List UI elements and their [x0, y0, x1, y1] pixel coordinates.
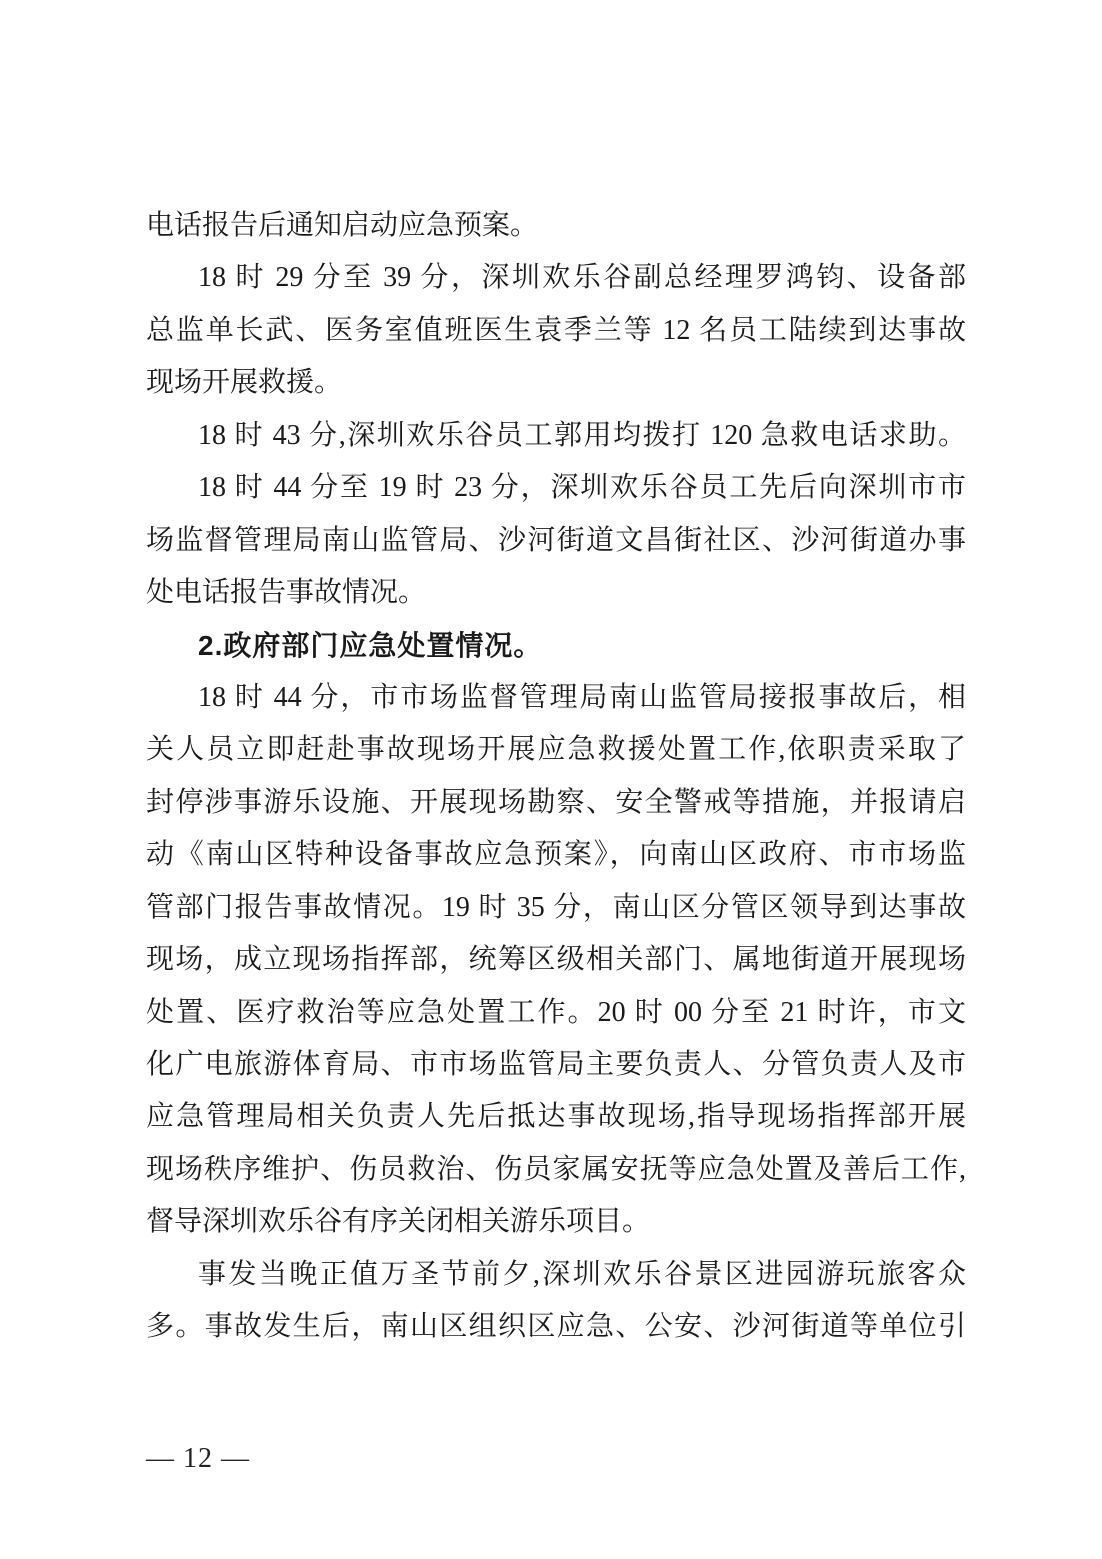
text-line: 动《南山区特种设备事故应急预案》，向南山区政府、市市场监 — [146, 839, 966, 871]
document-body — [146, 200, 966, 1354]
text-line: 18 时 29 分至 39 分，深圳欢乐谷副总经理罗鸿钧、设备部 — [198, 262, 966, 294]
text-line: 处电话报告事故情况。 — [146, 577, 427, 609]
text-line: 封停涉事游乐设施、开展现场勘察、安全警戒等措施，并报请启 — [146, 786, 966, 818]
text-line: 关人员立即赶赴事故现场开展应急救援处置工作,依职责采取了 — [146, 734, 966, 766]
text-line: 多。事故发生后，南山区组织区应急、公安、沙河街道等单位引 — [146, 1311, 966, 1343]
page-footer — [146, 1442, 250, 1476]
text-line: 场监督管理局南山监管局、沙河街道文昌街社区、沙河街道办事 — [146, 524, 966, 556]
text-line: 18 时 44 分至 19 时 23 分，深圳欢乐谷员工先后向深圳市市 — [198, 472, 966, 504]
text-line: 18 时 43 分,深圳欢乐谷员工郭用均拨打 120 急救电话求助。 — [198, 419, 966, 451]
section-heading: 2.政府部门应急处置情况。 — [198, 629, 543, 661]
text-line: 处置、医疗救治等应急处置工作。20 时 00 分至 21 时许，市文 — [146, 996, 966, 1028]
text-line: 现场，成立现场指挥部，统筹区级相关部门、属地街道开展现场 — [146, 944, 966, 976]
text-line: 总监单长武、医务室值班医生袁季兰等 12 名员工陆续到达事故 — [146, 314, 966, 346]
text-line: 18 时 44 分，市市场监督管理局南山监管局接报事故后，相 — [198, 681, 966, 713]
text-line: 事发当晚正值万圣节前夕,深圳欢乐谷景区进园游玩旅客众 — [198, 1258, 966, 1290]
text-line: 管部门报告事故情况。19 时 35 分，南山区分管区领导到达事故 — [146, 891, 966, 923]
page-number: — 12 — — [146, 1443, 250, 1474]
text-line: 电话报告后通知启动应急预案。 — [146, 210, 539, 241]
text-line: 化广电旅游体育局、市市场监管局主要负责人、分管负责人及市 — [146, 1049, 966, 1080]
text-line: 应急管理局相关负责人先后抵达事故现场,指导现场指挥部开展 — [146, 1101, 966, 1133]
text-line: 督导深圳欢乐谷有序关闭相关游乐项目。 — [146, 1206, 651, 1238]
text-line: 现场秩序维护、伤员救治、伤员家属安抚等应急处置及善后工作, — [146, 1153, 966, 1185]
text-line: 现场开展救援。 — [146, 367, 343, 399]
